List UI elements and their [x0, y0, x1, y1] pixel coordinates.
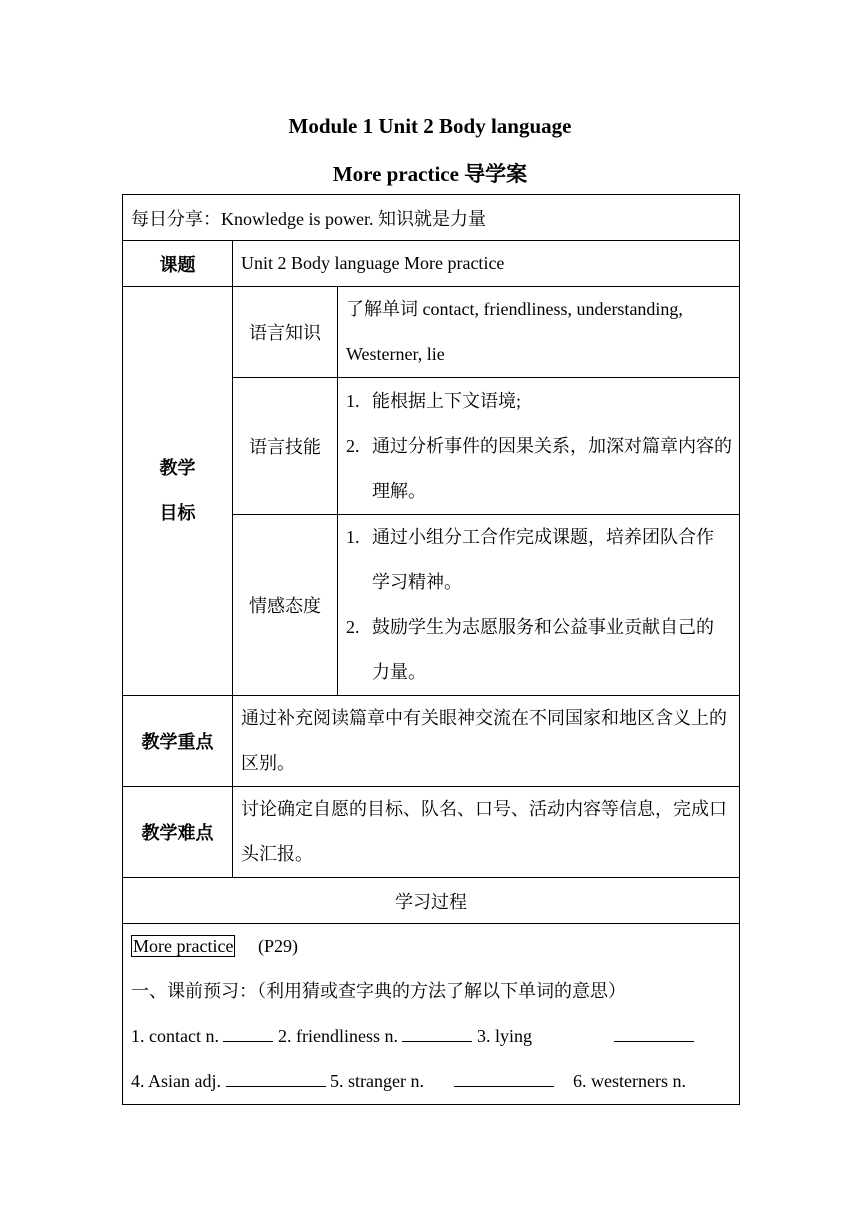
- section-line: [131, 924, 731, 969]
- topic-value: Unit 2 Body language More practice: [233, 241, 740, 287]
- answer-blank-1: [223, 1023, 273, 1042]
- answer-blank-3: [614, 1023, 694, 1042]
- item-number: 2.: [346, 617, 360, 637]
- vocab-line-1: [131, 1014, 731, 1059]
- item-text: 能根据上下文语境;: [372, 390, 522, 411]
- language-knowledge-line1: 了解单词 contact, friendliness, understanding,: [346, 299, 683, 319]
- process-content: [123, 924, 740, 1105]
- item-number: 1.: [346, 390, 360, 411]
- answer-blank-5: [454, 1068, 554, 1087]
- answer-blank-4: [226, 1068, 326, 1087]
- key-points-text: 通过补充阅读篇章中有关眼神交流在不同国家和地区含义上的区别。: [233, 696, 740, 787]
- item-text: 通过小组分工合作完成课题，培养团队合作学习精神。: [372, 527, 714, 592]
- language-knowledge-row: [123, 287, 740, 378]
- topic-label: 课题: [123, 241, 233, 287]
- language-knowledge-cell: [338, 287, 740, 378]
- difficulties-row: [123, 787, 740, 878]
- language-skills-label: 语言技能: [233, 378, 338, 515]
- answer-blank-2: [402, 1023, 472, 1042]
- item-number: 2.: [346, 435, 360, 456]
- key-points-label: 教学重点: [123, 696, 233, 787]
- daily-share-text: 每日分享：Knowledge is power. 知识就是力量: [123, 195, 740, 241]
- preview-instruction: 一、课前预习：（利用猜或查字典的方法了解以下单词的意思）: [131, 981, 626, 1001]
- more-practice-label: More practice: [133, 936, 234, 956]
- item-text: 鼓励学生为志愿服务和公益事业贡献自己的力量。: [372, 617, 714, 682]
- process-heading-row: [123, 878, 740, 924]
- difficulties-label: 教学难点: [123, 787, 233, 878]
- vocab-line-2: [131, 1059, 731, 1104]
- vocab-word-6: 6. westerners n.: [572, 1071, 686, 1091]
- attitude-item-2: [346, 605, 731, 695]
- language-knowledge-label: 语言知识: [233, 287, 338, 378]
- attitude-item-1: [346, 515, 731, 605]
- lesson-plan-table: [122, 194, 740, 1105]
- page-reference: (P29): [257, 936, 298, 956]
- item-number: 1.: [346, 527, 360, 547]
- document-title: Module 1 Unit 2 Body language: [288, 114, 572, 138]
- objectives-label-line2: 目标: [159, 503, 196, 523]
- language-skills-cell: [338, 378, 740, 515]
- key-points-row: [123, 696, 740, 787]
- topic-row: [123, 241, 740, 287]
- objectives-label: [123, 287, 233, 696]
- language-skills-item-2: [346, 424, 731, 514]
- attitude-cell: [338, 515, 740, 696]
- vocab-word-2: 2. friendliness n.: [277, 1026, 398, 1046]
- item-text: 通过分析事件的因果关系，加深对篇章内容的理解。: [372, 435, 732, 501]
- vocab-word-1: 1. contact n.: [131, 1026, 219, 1046]
- language-skills-item-1: [346, 379, 731, 424]
- vocab-word-5: 5. stranger n.: [330, 1071, 424, 1091]
- objectives-label-line1: 教学: [159, 458, 196, 478]
- language-knowledge-line2: Westerner, lie: [346, 344, 445, 364]
- process-heading: 学习过程: [123, 878, 740, 924]
- daily-share-row: [123, 195, 740, 241]
- attitude-label: 情感态度: [233, 515, 338, 696]
- vocab-word-4: 4. Asian adj.: [131, 1071, 221, 1091]
- vocab-word-3: 3. lying: [476, 1026, 532, 1046]
- difficulties-text: 讨论确定自愿的目标、队名、口号、活动内容等信息，完成口头汇报。: [233, 787, 740, 878]
- process-content-row: [123, 924, 740, 1105]
- document-subtitle: More practice 导学案: [332, 162, 528, 186]
